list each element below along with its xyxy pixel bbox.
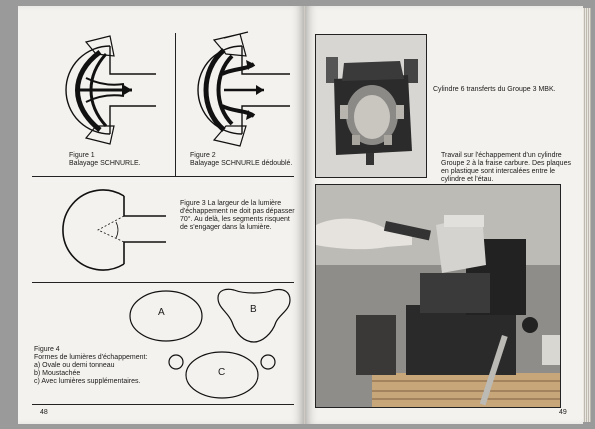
- vise-photo-caption: Travail sur l'échappement d'un cylindre Groupe 2 à la fraise carbure. Des plaques en plastique sont intercalées entre le cylindre et l'étau.: [441, 152, 571, 183]
- page-number-left: 48: [40, 409, 48, 416]
- figure4-shape-b: [214, 288, 294, 344]
- figure2-diagram: [184, 34, 304, 144]
- figure4-shape-c: [168, 350, 288, 400]
- figure3-diagram: [56, 186, 176, 276]
- page-number-right: 49: [559, 409, 567, 416]
- figure1-diagram: [52, 34, 172, 144]
- figure4-label-a: A: [158, 307, 165, 318]
- divider-bottom: [32, 404, 294, 405]
- figure4-number: Figure 4: [34, 346, 60, 353]
- right-page: [305, 6, 583, 424]
- cylinder-photo-caption: Cylindre 6 transferts du Groupe 3 MBK.: [433, 86, 556, 93]
- divider-middle: [32, 282, 294, 283]
- figure1-caption: Balayage SCHNURLE.: [69, 160, 141, 167]
- figure4-item-b: b) Moustachée: [34, 370, 81, 377]
- figure4-shape-a: [128, 288, 208, 344]
- figure2-number: Figure 2: [190, 152, 216, 159]
- figure4-label-b: B: [250, 304, 257, 315]
- vise-photo: [315, 184, 561, 408]
- divider-vertical: [175, 33, 176, 176]
- left-page: [18, 6, 305, 424]
- figure4-title: Formes de lumières d'échappement:: [34, 354, 148, 361]
- figure4-label-c: C: [218, 367, 226, 378]
- figure2-caption: Balayage SCHNURLE dédoublé.: [190, 160, 293, 167]
- figure4-item-c: c) Avec lumières supplémentaires.: [34, 378, 141, 385]
- figure1-number: Figure 1: [69, 152, 95, 159]
- figure4-item-a: a) Ovale ou demi tonneau: [34, 362, 115, 369]
- cylinder-photo: [315, 34, 427, 178]
- page-edge: [583, 8, 591, 422]
- divider-top: [32, 176, 294, 177]
- figure3-caption: Figure 3 La largeur de la lumière d'échappement ne doit pas dépasser 70°. Au delà, les segments risquent de s'engager dans la lumière.: [180, 200, 295, 231]
